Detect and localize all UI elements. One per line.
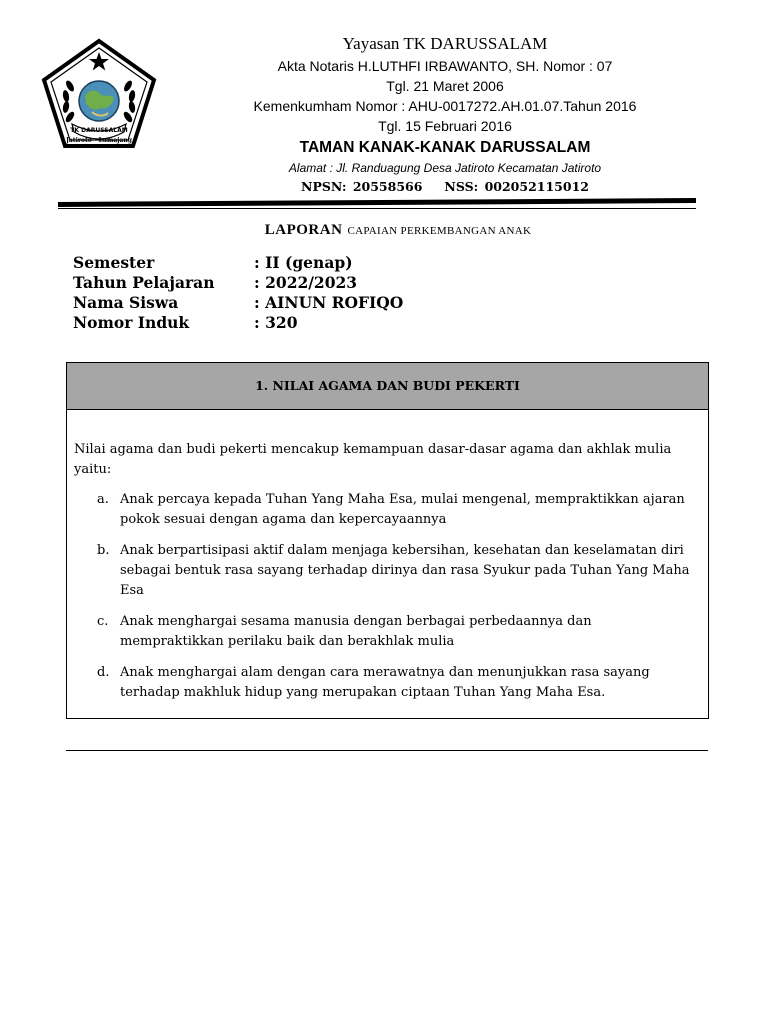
report-title bbox=[0, 219, 768, 239]
bottom-divider bbox=[66, 750, 708, 751]
info-row-student-number bbox=[73, 313, 403, 333]
section-heading: 1. NILAI AGAMA DAN BUDI PEKERTI bbox=[67, 363, 708, 410]
notary-deed: Akta Notaris H.LUTHFI IRBAWANTO, SH. Nomor : 07 bbox=[277, 58, 613, 74]
school-emblem-icon bbox=[40, 38, 158, 150]
notary-date: Tgl. 21 Maret 2006 bbox=[386, 78, 504, 94]
foundation-name: Yayasan TK DARUSSALAM bbox=[342, 34, 548, 53]
section-body bbox=[67, 410, 708, 703]
section-religious-values bbox=[66, 362, 709, 719]
school-address: Alamat : Jl. Randuagung Desa Jatiroto Kecamatan Jatiroto bbox=[288, 161, 602, 175]
report-title-sub: CAPAIAN PERKEMBANGAN ANAK bbox=[347, 225, 532, 237]
ministry-number: Kemenkumham Nomor : AHU-0017272.AH.01.07.Tahun 2016 bbox=[253, 98, 637, 114]
list-item-text: Anak percaya kepada Tuhan Yang Maha Esa, mulai mengenal, mempraktikkan ajaran pokok sesuai dengan agama dan kepercayaannya bbox=[120, 492, 685, 527]
ministry-date: Tgl. 15 Februari 2016 bbox=[378, 118, 512, 134]
list-item-letter: b. bbox=[97, 543, 110, 558]
info-row-student-name bbox=[73, 293, 403, 313]
info-label: Semester bbox=[73, 253, 155, 272]
list-item-text: Anak menghargai sesama manusia dengan berbagai perbedaannya dan mempraktikkan perilaku baik dan berakhlak mulia bbox=[120, 614, 592, 649]
info-value: : II (genap) bbox=[254, 253, 353, 272]
letterhead-divider-thin bbox=[58, 208, 696, 209]
emblem-place-text: Jatiroto - Lumajang bbox=[66, 137, 132, 144]
emblem-name-text: TK DARUSSALAM bbox=[70, 127, 128, 134]
list-item bbox=[74, 490, 698, 530]
info-value: : 2022/2023 bbox=[254, 273, 358, 292]
nss-number: NSS: 002052115012 bbox=[444, 179, 589, 194]
list-item-text: Anak menghargai alam dengan cara merawatnya dan menunjukkan rasa sayang terhadap makhluk hidup yang merupakan ciptaan Tuhan Yang Maha Esa. bbox=[120, 665, 650, 700]
info-label: Tahun Pelajaran bbox=[73, 273, 215, 292]
list-item bbox=[74, 541, 698, 601]
info-value: : 320 bbox=[254, 313, 298, 332]
section-intro: Nilai agama dan budi pekerti mencakup kemampuan dasar-dasar agama dan akhlak mulia yaitu: bbox=[74, 442, 672, 477]
info-row-semester bbox=[73, 253, 403, 273]
list-item-letter: c. bbox=[97, 614, 109, 629]
list-item-text: Anak berpartisipasi aktif dalam menjaga kebersihan, kesehatan dan keselamatan diri sebagai bentuk rasa sayang terhadap dirinya dan rasa Syukur pada Tuhan Yang Maha Esa bbox=[120, 543, 690, 598]
list-item bbox=[74, 663, 698, 703]
list-item bbox=[74, 612, 698, 652]
info-label: Nama Siswa bbox=[73, 293, 179, 312]
list-item-letter: a. bbox=[97, 492, 109, 507]
info-row-academic-year bbox=[73, 273, 403, 293]
student-info bbox=[73, 253, 403, 333]
info-label: Nomor Induk bbox=[73, 313, 190, 332]
info-value: : AINUN ROFIQO bbox=[254, 293, 404, 312]
letterhead-divider-thick bbox=[58, 198, 696, 207]
letterhead bbox=[212, 32, 678, 197]
report-title-main: LAPORAN bbox=[264, 222, 343, 238]
list-item-letter: d. bbox=[97, 665, 110, 680]
criteria-list bbox=[74, 490, 698, 703]
school-identifiers bbox=[212, 177, 678, 197]
school-name: TAMAN KANAK-KANAK DARUSSALAM bbox=[299, 139, 591, 156]
npsn-number: NPSN: 20558566 bbox=[301, 179, 423, 194]
